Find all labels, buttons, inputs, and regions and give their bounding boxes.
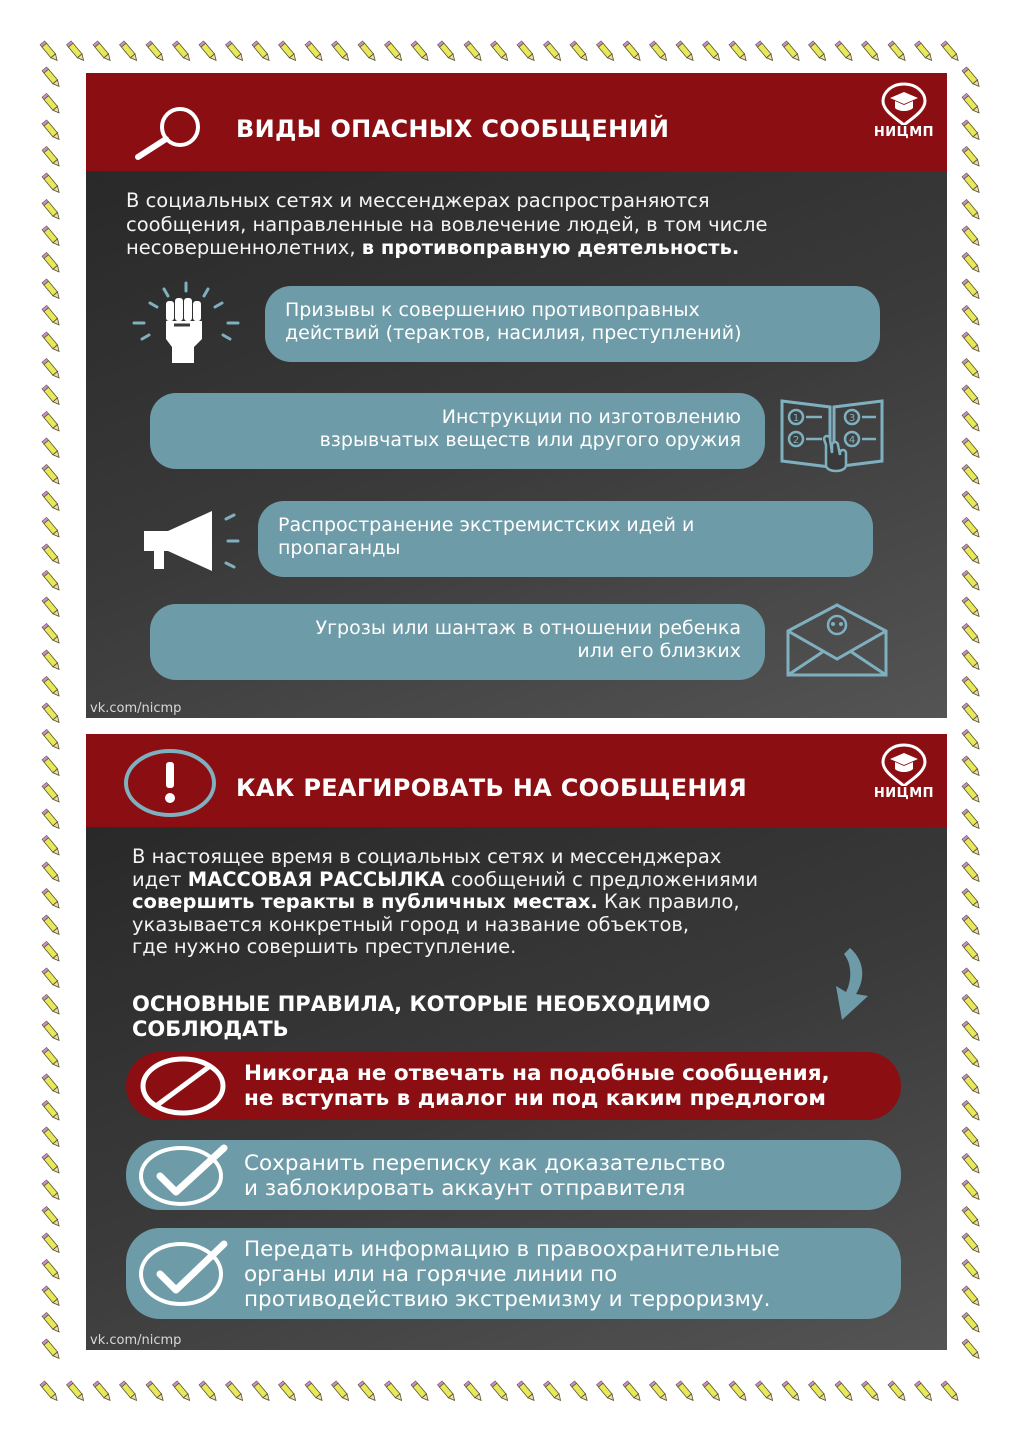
- item-line: Угрозы или шантаж в отношении ребенка: [315, 617, 741, 639]
- heading-line: ОСНОВНЫЕ ПРАВИЛА, КОТОРЫЕ НЕОБХОДИМО: [132, 992, 711, 1016]
- pencil-decoration: [42, 146, 61, 167]
- danger-item-propaganda: [258, 501, 873, 577]
- pencil-decoration: [962, 93, 981, 114]
- pencil-decoration: [42, 941, 61, 962]
- how-to-react-panel: [86, 734, 947, 1350]
- pencil-decoration: [962, 941, 981, 962]
- pencil-decoration: [40, 1381, 59, 1402]
- pencil-decoration: [42, 888, 61, 909]
- pencil-decoration: [42, 199, 61, 220]
- pencil-decoration: [888, 1381, 907, 1402]
- pencil-decoration: [962, 199, 981, 220]
- pencil-decoration: [649, 41, 668, 62]
- pencil-decoration: [42, 464, 61, 485]
- instruction-book-icon: [776, 395, 888, 479]
- rule-line: Никогда не отвечать на подобные сообщения,: [244, 1061, 830, 1086]
- intro-line: [126, 236, 926, 260]
- pencil-decoration: [42, 1180, 61, 1201]
- rule-line: и заблокировать аккаунт отправителя: [244, 1176, 686, 1201]
- pencil-decoration: [225, 1381, 244, 1402]
- pencil-decoration: [623, 1381, 642, 1402]
- pencil-decoration: [962, 358, 981, 379]
- pencil-decoration: [861, 41, 880, 62]
- pencil-decoration: [199, 1381, 218, 1402]
- pencil-decoration: [962, 544, 981, 565]
- rule-line: органы или на горячие линии по: [244, 1262, 618, 1287]
- pencil-decoration: [42, 411, 61, 432]
- pencil-decoration: [962, 1127, 981, 1148]
- pencil-decoration: [42, 597, 61, 618]
- pencil-decoration: [962, 438, 981, 459]
- pencil-decoration: [517, 1381, 536, 1402]
- pencil-decoration: [42, 968, 61, 989]
- pencil-decoration: [543, 1381, 562, 1402]
- pencil-decoration: [962, 1312, 981, 1333]
- item-line: действий (терактов, насилия, преступлений): [285, 322, 742, 344]
- pencil-decoration: [962, 279, 981, 300]
- pencil-decoration: [962, 729, 981, 750]
- pencil-decoration: [570, 1381, 589, 1402]
- logo-text: НИЦМП: [873, 786, 935, 801]
- dangerous-messages-panel: [86, 73, 947, 718]
- pencil-decoration: [962, 809, 981, 830]
- pencil-decoration: [42, 623, 61, 644]
- pencil-decoration: [729, 41, 748, 62]
- pencil-decoration: [305, 41, 324, 62]
- pencil-decoration: [543, 41, 562, 62]
- pencil-decoration: [962, 756, 981, 777]
- step-number: 1: [792, 413, 800, 424]
- item-line: взрывчатых веществ или другого оружия: [319, 429, 741, 451]
- intro-line: где нужно совершить преступление.: [132, 935, 517, 958]
- graduation-cap-icon: [869, 742, 939, 786]
- intro-line: В настоящее время в социальных сетях и мессенджерах: [132, 845, 722, 868]
- pencil-decoration: [914, 41, 933, 62]
- curved-arrow-icon: [822, 946, 882, 1022]
- pencil-decoration: [331, 41, 350, 62]
- pencil-decoration: [835, 1381, 854, 1402]
- pencil-decoration: [962, 464, 981, 485]
- pencil-decoration: [42, 279, 61, 300]
- intro-text: [132, 846, 912, 959]
- pencil-decoration: [962, 120, 981, 141]
- pencil-decoration: [93, 41, 112, 62]
- pencil-decoration: [42, 517, 61, 538]
- pencil-decoration: [962, 1206, 981, 1227]
- pencil-decoration: [962, 1047, 981, 1068]
- pencil-decoration: [437, 1381, 456, 1402]
- pencil-decoration: [42, 358, 61, 379]
- pencil-decoration: [42, 93, 61, 114]
- pencil-decoration: [570, 41, 589, 62]
- item-line: Инструкции по изготовлению: [441, 406, 741, 428]
- pencil-decoration: [42, 491, 61, 512]
- pencil-decoration: [42, 1286, 61, 1307]
- pencil-decoration: [962, 570, 981, 591]
- pencil-decoration: [146, 41, 165, 62]
- pencil-decoration: [962, 173, 981, 194]
- graduation-cap-icon: [869, 81, 939, 125]
- rule-text: [244, 1061, 830, 1111]
- pencil-decoration: [252, 1381, 271, 1402]
- rule-line: не вступать в диалог ни под каким предлогом: [244, 1086, 826, 1111]
- pencil-decoration: [42, 1074, 61, 1095]
- pencil-decoration: [146, 1381, 165, 1402]
- pencil-decoration: [119, 41, 138, 62]
- nicmp-logo: [869, 742, 939, 802]
- megaphone-icon: [134, 505, 246, 579]
- rule-text: [244, 1237, 780, 1312]
- pencil-decoration: [962, 994, 981, 1015]
- skull-envelope-icon: [782, 601, 892, 681]
- rule-line: противодействию экстремизму и терроризму.: [244, 1287, 771, 1312]
- danger-item-instructions: [150, 393, 765, 469]
- pencil-decoration: [962, 385, 981, 406]
- item-line: Призывы к совершению противоправных: [285, 299, 700, 321]
- pencil-decoration: [962, 888, 981, 909]
- pencil-decoration: [172, 1381, 191, 1402]
- pencil-decoration: [962, 623, 981, 644]
- intro-text: [126, 189, 926, 260]
- pencil-decoration: [384, 41, 403, 62]
- step-number: 3: [848, 413, 856, 424]
- pencil-decoration: [384, 1381, 403, 1402]
- pencil-decoration: [676, 41, 695, 62]
- pencil-decoration: [702, 1381, 721, 1402]
- pencil-decoration: [42, 1127, 61, 1148]
- footer-link[interactable]: vk.com/nicmp: [90, 701, 182, 716]
- pencil-decoration: [490, 41, 509, 62]
- pencil-decoration: [962, 146, 981, 167]
- pencil-decoration: [962, 1074, 981, 1095]
- rule-line: Сохранить переписку как доказательство: [244, 1151, 726, 1176]
- pencil-decoration: [42, 862, 61, 883]
- item-line: или его близких: [577, 640, 741, 662]
- pencil-decoration: [962, 782, 981, 803]
- pencil-decoration: [702, 41, 721, 62]
- pencil-decoration: [808, 41, 827, 62]
- pencil-decoration: [40, 41, 59, 62]
- pencil-decoration: [962, 1286, 981, 1307]
- pencil-decoration: [861, 1381, 880, 1402]
- pencil-decoration: [962, 650, 981, 671]
- pencil-decoration: [962, 597, 981, 618]
- pencil-decoration: [42, 1206, 61, 1227]
- pencil-decoration: [278, 1381, 297, 1402]
- raised-fist-icon: [130, 281, 242, 365]
- step-number: 4: [848, 435, 856, 446]
- pencil-decoration: [962, 1233, 981, 1254]
- pencil-decoration: [42, 809, 61, 830]
- pencil-decoration: [42, 915, 61, 936]
- pencil-decoration: [914, 1381, 933, 1402]
- pencil-decoration: [962, 411, 981, 432]
- pencil-decoration: [42, 1100, 61, 1121]
- pencil-decoration: [962, 862, 981, 883]
- pencil-decoration: [962, 1339, 981, 1360]
- intro-line: указывается конкретный город и название объектов,: [132, 912, 690, 936]
- pencil-decoration: [962, 1100, 981, 1121]
- pencil-decoration: [962, 835, 981, 856]
- pencil-decoration: [729, 1381, 748, 1402]
- prohibited-icon: [138, 1056, 228, 1116]
- pencil-decoration: [172, 41, 191, 62]
- item-line: Распространение экстремистских идей и: [278, 514, 695, 536]
- intro-text-plain: идет: [132, 867, 182, 891]
- rule-save-and-block: [126, 1140, 901, 1210]
- pencil-decoration: [278, 41, 297, 62]
- pencil-decoration: [42, 703, 61, 724]
- pencil-decoration: [42, 305, 61, 326]
- pencil-decoration: [464, 1381, 483, 1402]
- panel-header: [86, 73, 947, 171]
- pencil-decoration: [42, 650, 61, 671]
- checkmark-icon: [136, 1238, 230, 1308]
- page-title: КАК РЕАГИРОВАТЬ НА СООБЩЕНИЯ: [236, 774, 747, 802]
- pencil-decoration: [962, 1021, 981, 1042]
- pencil-decoration: [941, 1381, 960, 1402]
- pencil-decoration: [42, 1233, 61, 1254]
- rule-report-to-authorities: [126, 1228, 901, 1319]
- pencil-decoration: [962, 517, 981, 538]
- nicmp-logo: [869, 81, 939, 141]
- pencil-decoration: [93, 1381, 112, 1402]
- pencil-decoration: [962, 491, 981, 512]
- pencil-decoration: [623, 41, 642, 62]
- pencil-decoration: [66, 1381, 85, 1402]
- pencil-decoration: [199, 41, 218, 62]
- intro-line: В социальных сетях и мессенджерах распространяются: [126, 189, 710, 212]
- step-number: 2: [792, 435, 800, 446]
- pencil-decoration: [358, 41, 377, 62]
- rules-heading: [132, 992, 812, 1042]
- pencil-decoration: [42, 332, 61, 353]
- pencil-decoration: [42, 570, 61, 591]
- item-line: пропаганды: [278, 537, 401, 559]
- pencil-decoration: [42, 438, 61, 459]
- pencil-decoration: [42, 676, 61, 697]
- pencil-decoration: [962, 67, 981, 88]
- pencil-decoration: [42, 1153, 61, 1174]
- pencil-decoration: [649, 1381, 668, 1402]
- pencil-decoration: [42, 1047, 61, 1068]
- pencil-decoration: [42, 1312, 61, 1333]
- pencil-decoration: [962, 676, 981, 697]
- pencil-decoration: [225, 41, 244, 62]
- pencil-decoration: [962, 305, 981, 326]
- pencil-decoration: [782, 41, 801, 62]
- intro-text-plain: сообщений с предложениями: [450, 867, 759, 891]
- pencil-decoration: [755, 1381, 774, 1402]
- pencil-decoration: [411, 41, 430, 62]
- intro-text-bold: МАССОВАЯ РАССЫЛКА: [187, 867, 445, 891]
- footer-link[interactable]: vk.com/nicmp: [90, 1333, 182, 1348]
- pencil-decoration: [42, 226, 61, 247]
- pencil-decoration: [676, 1381, 695, 1402]
- pencil-decoration: [596, 1381, 615, 1402]
- pencil-decoration: [596, 41, 615, 62]
- pencil-decoration: [42, 1021, 61, 1042]
- pencil-decoration: [941, 41, 960, 62]
- pencil-decoration: [42, 729, 61, 750]
- pencil-decoration: [331, 1381, 350, 1402]
- pencil-decoration: [962, 332, 981, 353]
- pencil-decoration: [888, 41, 907, 62]
- pencil-decoration: [517, 41, 536, 62]
- rule-text: [244, 1151, 725, 1201]
- checkmark-icon: [136, 1142, 230, 1208]
- pencil-decoration: [490, 1381, 509, 1402]
- pencil-decoration: [808, 1381, 827, 1402]
- pencil-decoration: [42, 252, 61, 273]
- pencil-decoration: [42, 1339, 61, 1360]
- intro-text-bold: в противоправную деятельность.: [361, 236, 740, 259]
- danger-item-calls: [265, 286, 880, 362]
- intro-text-plain: несовершеннолетних,: [126, 236, 356, 259]
- pencil-decoration: [962, 968, 981, 989]
- danger-item-threats: [150, 604, 765, 680]
- page-title: ВИДЫ ОПАСНЫХ СООБЩЕНИЙ: [236, 115, 670, 143]
- logo-text: НИЦМП: [873, 125, 935, 140]
- intro-text-bold: совершить теракты в публичных местах.: [132, 890, 598, 913]
- magnifier-icon: [132, 105, 210, 163]
- pencil-decoration: [411, 1381, 430, 1402]
- pencil-decoration: [42, 1259, 61, 1280]
- pencil-decoration: [962, 1180, 981, 1201]
- pencil-decoration: [755, 41, 774, 62]
- pencil-decoration: [42, 385, 61, 406]
- pencil-decoration: [962, 1153, 981, 1174]
- intro-text-plain: Как правило,: [604, 890, 740, 913]
- pencil-decoration: [835, 41, 854, 62]
- pencil-decoration: [305, 1381, 324, 1402]
- rule-line: Передать информацию в правоохранительные: [244, 1237, 780, 1262]
- pencil-decoration: [42, 994, 61, 1015]
- pencil-decoration: [42, 173, 61, 194]
- pencil-decoration: [42, 544, 61, 565]
- pencil-decoration: [42, 67, 61, 88]
- pencil-decoration: [42, 782, 61, 803]
- pencil-decoration: [42, 120, 61, 141]
- pencil-decoration: [119, 1381, 138, 1402]
- intro-line: [132, 891, 912, 914]
- pencil-decoration: [782, 1381, 801, 1402]
- intro-line: сообщения, направленные на вовлечение людей, в том числе: [126, 212, 768, 236]
- pencil-decoration: [962, 915, 981, 936]
- heading-line: СОБЛЮДАТЬ: [132, 1017, 289, 1041]
- intro-line: [132, 869, 912, 892]
- pencil-decoration: [962, 226, 981, 247]
- pencil-decoration: [358, 1381, 377, 1402]
- panel-header: [86, 734, 947, 827]
- pencil-decoration: [464, 41, 483, 62]
- exclamation-circle-icon: [122, 748, 218, 818]
- pencil-decoration: [66, 41, 85, 62]
- pencil-decoration: [42, 835, 61, 856]
- pencil-decoration: [962, 252, 981, 273]
- pencil-decoration: [437, 41, 456, 62]
- pencil-decoration: [962, 703, 981, 724]
- rule-do-not-respond: [126, 1052, 901, 1120]
- pencil-decoration: [962, 1259, 981, 1280]
- pencil-decoration: [42, 756, 61, 777]
- pencil-decoration: [252, 41, 271, 62]
